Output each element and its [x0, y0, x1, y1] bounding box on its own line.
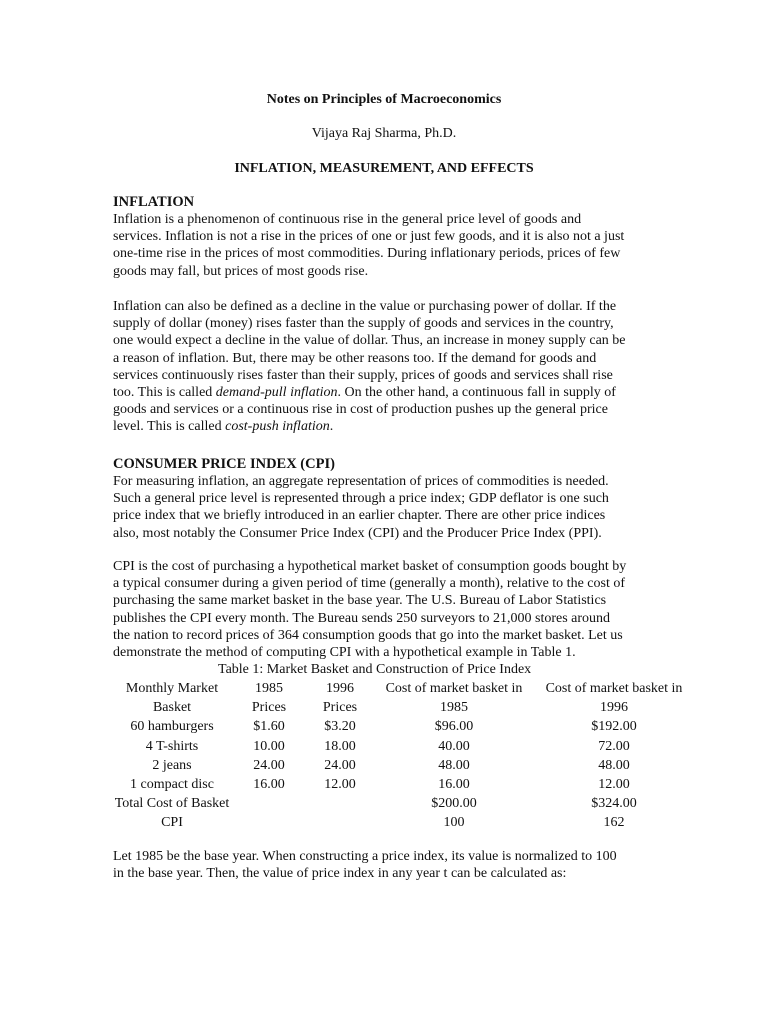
document-title: Notes on Principles of Macroeconomics [266, 92, 502, 107]
table-row [112, 756, 694, 775]
text-line: goods may fall, but prices of most goods rise. [113, 263, 369, 279]
table-cell [306, 813, 374, 832]
text-line: demonstrate the method of computing CPI with a hypothetical example in Table 1. [113, 645, 576, 661]
paragraph [113, 558, 673, 661]
table-cell: $1.60 [253, 719, 285, 735]
text-line: price index that we briefly introduced in an earlier chapter. There are other price indices [113, 508, 606, 524]
table-row [112, 737, 694, 756]
text-line: goods and services or a continuous rise in cost of production pushes up the general price [113, 402, 608, 418]
header-text: 1985 [255, 681, 283, 696]
text-line [113, 418, 673, 435]
table-cell [232, 794, 306, 813]
table-cell: $96.00 [434, 719, 474, 735]
text-line: Let 1985 be the base year. When constructing a price index, its value is normalized to 100 [113, 849, 617, 864]
table-cell: 16.00 [438, 777, 470, 793]
text-run: too. This is called [113, 385, 216, 401]
text-line: purchasing the same market basket in the base year. The U.S. Bureau of Labor Statistics [113, 593, 607, 609]
paragraph [113, 298, 673, 436]
term-demand-pull-inflation: demand-pull inflation [215, 385, 338, 401]
table-cell: 12.00 [598, 777, 630, 793]
table-cell: 40.00 [438, 738, 470, 754]
section-inflation [113, 193, 673, 280]
paragraph-base-year [113, 848, 673, 882]
table-cell: 2 jeans [152, 757, 192, 773]
text-line: one-time rise in the prices of most commodities. During inflationary periods, prices of few [113, 246, 621, 262]
market-basket-table [112, 679, 694, 833]
table-cell: 24.00 [324, 757, 356, 773]
table-row-total [112, 794, 694, 813]
text-run: . [329, 419, 334, 435]
table-row [112, 717, 694, 736]
column-header-cost-1985 [374, 679, 534, 717]
term-cost-push-inflation: cost-push inflation [225, 419, 330, 435]
text-line: a reason of inflation. But, there may be other reasons too. If the demand for goods and [113, 350, 597, 366]
table-header-row [112, 679, 694, 717]
table-cell: $324.00 [591, 796, 637, 812]
text-line: supply of dollar (money) rises faster than the supply of goods and services in the country, [113, 316, 614, 332]
table-cell: 12.00 [324, 777, 356, 793]
table-cell: 48.00 [438, 757, 470, 773]
text-line: services continuously rises faster than their supply, prices of goods and services shall rise [113, 367, 613, 383]
table-row-cpi [112, 813, 694, 832]
text-line: a typical consumer during a given period of time (generally a month), relative to the cost of [113, 576, 625, 592]
table-cell [306, 794, 374, 813]
section-heading-inflation: INFLATION [113, 194, 195, 210]
table-cell: $200.00 [431, 796, 477, 812]
chapter-heading: INFLATION, MEASUREMENT, AND EFFECTS [234, 161, 534, 176]
header-text: Cost of market basket in [545, 681, 683, 696]
column-header-cost-1996 [534, 679, 694, 717]
column-header-1996-prices [306, 679, 374, 717]
text-run: level. This is called [113, 419, 226, 435]
table-cell: $192.00 [591, 719, 637, 735]
text-line: For measuring inflation, an aggregate representation of prices of commodities is needed. [113, 474, 609, 489]
header-text: 1996 [600, 700, 628, 716]
text-line: also, most notably the Consumer Price Index (CPI) and the Producer Price Index (PPI). [113, 525, 602, 541]
text-line: the nation to record prices of 364 consumption goods that go into the market basket. Let us [113, 627, 623, 643]
table-cell: 10.00 [253, 738, 285, 754]
table-cell: 60 hamburgers [130, 719, 214, 735]
table-cell: 16.00 [253, 777, 285, 793]
author-name: Vijaya Raj Sharma, Ph.D. [311, 126, 457, 141]
table-cell: 162 [603, 815, 625, 831]
text-line: Inflation is a phenomenon of continuous rise in the general price level of goods and [113, 212, 582, 227]
header-text: 1985 [440, 700, 468, 716]
header-text: Prices [251, 700, 287, 716]
paragraph [113, 211, 673, 280]
table-cell: 72.00 [598, 738, 630, 754]
paragraph [113, 473, 673, 542]
section-cpi [113, 455, 673, 542]
table-cell: 48.00 [598, 757, 630, 773]
paragraph-cpi-definition [113, 558, 673, 661]
text-line: Inflation can also be defined as a decline in the value or purchasing power of dollar. If the [113, 299, 617, 314]
text-line: services. Inflation is not a rise in the prices of one or just few goods, and it is also not a just [113, 229, 625, 245]
text-line: in the base year. Then, the value of price index in any year t can be calculated as: [113, 866, 567, 882]
text-line: Such a general price level is represented through a price index; GDP deflator is one such [113, 491, 609, 507]
text-line: CPI is the cost of purchasing a hypothetical market basket of consumption goods bought by [113, 559, 627, 574]
paragraph-inflation-definition [113, 298, 673, 436]
paragraph [113, 848, 673, 882]
table-cell: 4 T-shirts [145, 738, 199, 754]
header-text: Basket [152, 700, 192, 716]
table-cell: 18.00 [324, 738, 356, 754]
table-caption: Table 1: Market Basket and Construction of Price Index [218, 662, 532, 677]
table-cell: 1 compact disc [130, 777, 214, 793]
text-line [113, 384, 673, 401]
column-header-basket [112, 679, 232, 717]
header-text: Prices [322, 700, 358, 716]
text-run: . On the other hand, a continuous fall in supply of [337, 385, 616, 401]
table-cell: Total Cost of Basket [114, 796, 230, 812]
text-line: publishes the CPI every month. The Bureau sends 250 surveyors to 21,000 stores around [113, 610, 611, 626]
header-text: 1996 [326, 681, 354, 696]
text-line: one would expect a decline in the value of dollar. Thus, an increase in money supply can be [113, 333, 626, 349]
table-cell: 24.00 [253, 757, 285, 773]
table-cell: CPI [161, 815, 183, 831]
section-heading-cpi: CONSUMER PRICE INDEX (CPI) [113, 456, 335, 472]
column-header-1985-prices [232, 679, 306, 717]
header-text: Monthly Market [125, 681, 219, 696]
table-row [112, 775, 694, 794]
table-cell [232, 813, 306, 832]
table-cell: 100 [443, 815, 465, 831]
table-cell: $3.20 [324, 719, 356, 735]
header-text: Cost of market basket in [385, 681, 523, 696]
